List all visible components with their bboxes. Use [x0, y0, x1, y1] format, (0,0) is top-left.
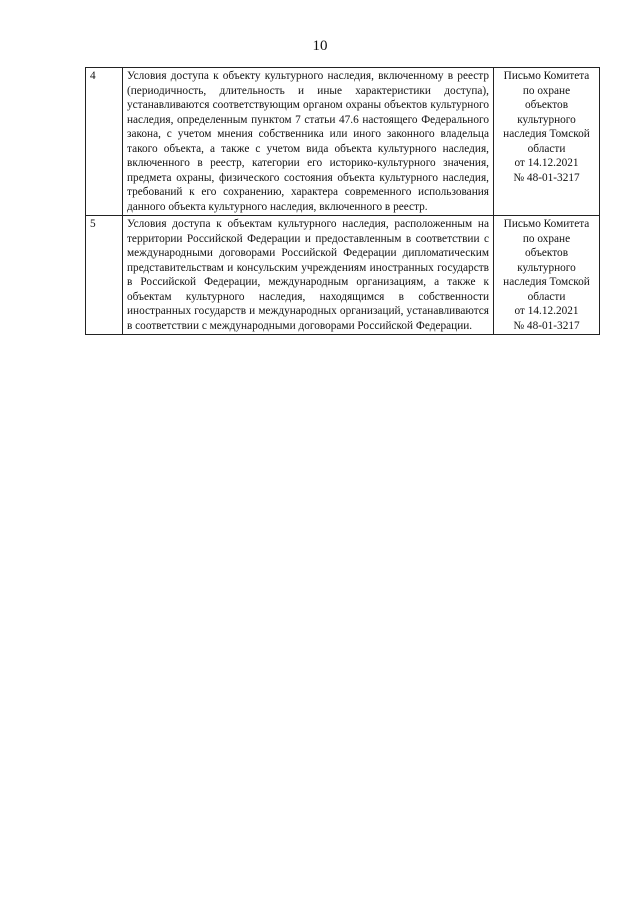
condition-text-cell: Условия доступа к объекту культурного наследия, включенному в реестр (периодичность, длительность и иные характеристики доступа), устанавливаются соответствующим органом охраны объектов культурного наследия, определенным пунктом 7 статьи 47.6 настоящего Федерального закона, с учетом мнения собственника или иного законного владельца такого объекта, а также с учетом вида объекта культурного наследия, включенного в реестр, категории его историко-культурного значения, предмета охраны, физического состояния объекта культурного наследия, требований к его сохранению, характера современного использования данного объекта культурного наследия, включенного в реестр. — [123, 68, 494, 216]
source-line: по охране — [522, 232, 571, 245]
source-line: культурного — [517, 113, 576, 126]
row-number-cell: 4 — [86, 68, 123, 216]
source-line: области — [527, 290, 566, 303]
source-line: Письмо Комитета — [503, 70, 590, 82]
source-cell — [494, 216, 600, 335]
source-line: наследия Томской — [503, 128, 590, 140]
row-number-cell: 5 — [86, 216, 123, 335]
source-cell — [494, 68, 600, 216]
source-line: Письмо Комитета — [503, 218, 590, 230]
source-date: от 14.12.2021 — [514, 305, 579, 317]
source-line: по охране — [522, 84, 571, 97]
document-table — [85, 67, 600, 335]
source-doc-number: № 48-01-3217 — [513, 171, 580, 184]
source-line: области — [527, 142, 566, 155]
source-line: наследия Томской — [503, 276, 590, 288]
condition-text-cell: Условия доступа к объектам культурного наследия, расположенным на территории Российской Федерации и предоставленным в соответствии с международными договорами Российской Федерации дипломатическим представительствам и консульским учреждениям иностранных государств в Российской Федерации, международным организациям, а также к объектам культурного наследия, находящимся в собственности иностранных государств и международных организаций, устанавливаются в соответствии с международными договорами Российской Федерации. — [123, 216, 494, 335]
source-doc-number: № 48-01-3217 — [513, 319, 580, 332]
source-date: от 14.12.2021 — [514, 157, 579, 169]
source-line: объектов — [524, 247, 569, 259]
table-row — [86, 68, 600, 216]
table-row — [86, 216, 600, 335]
source-line: культурного — [517, 261, 576, 274]
source-line: объектов — [524, 99, 569, 111]
page-number: 10 — [312, 38, 328, 54]
